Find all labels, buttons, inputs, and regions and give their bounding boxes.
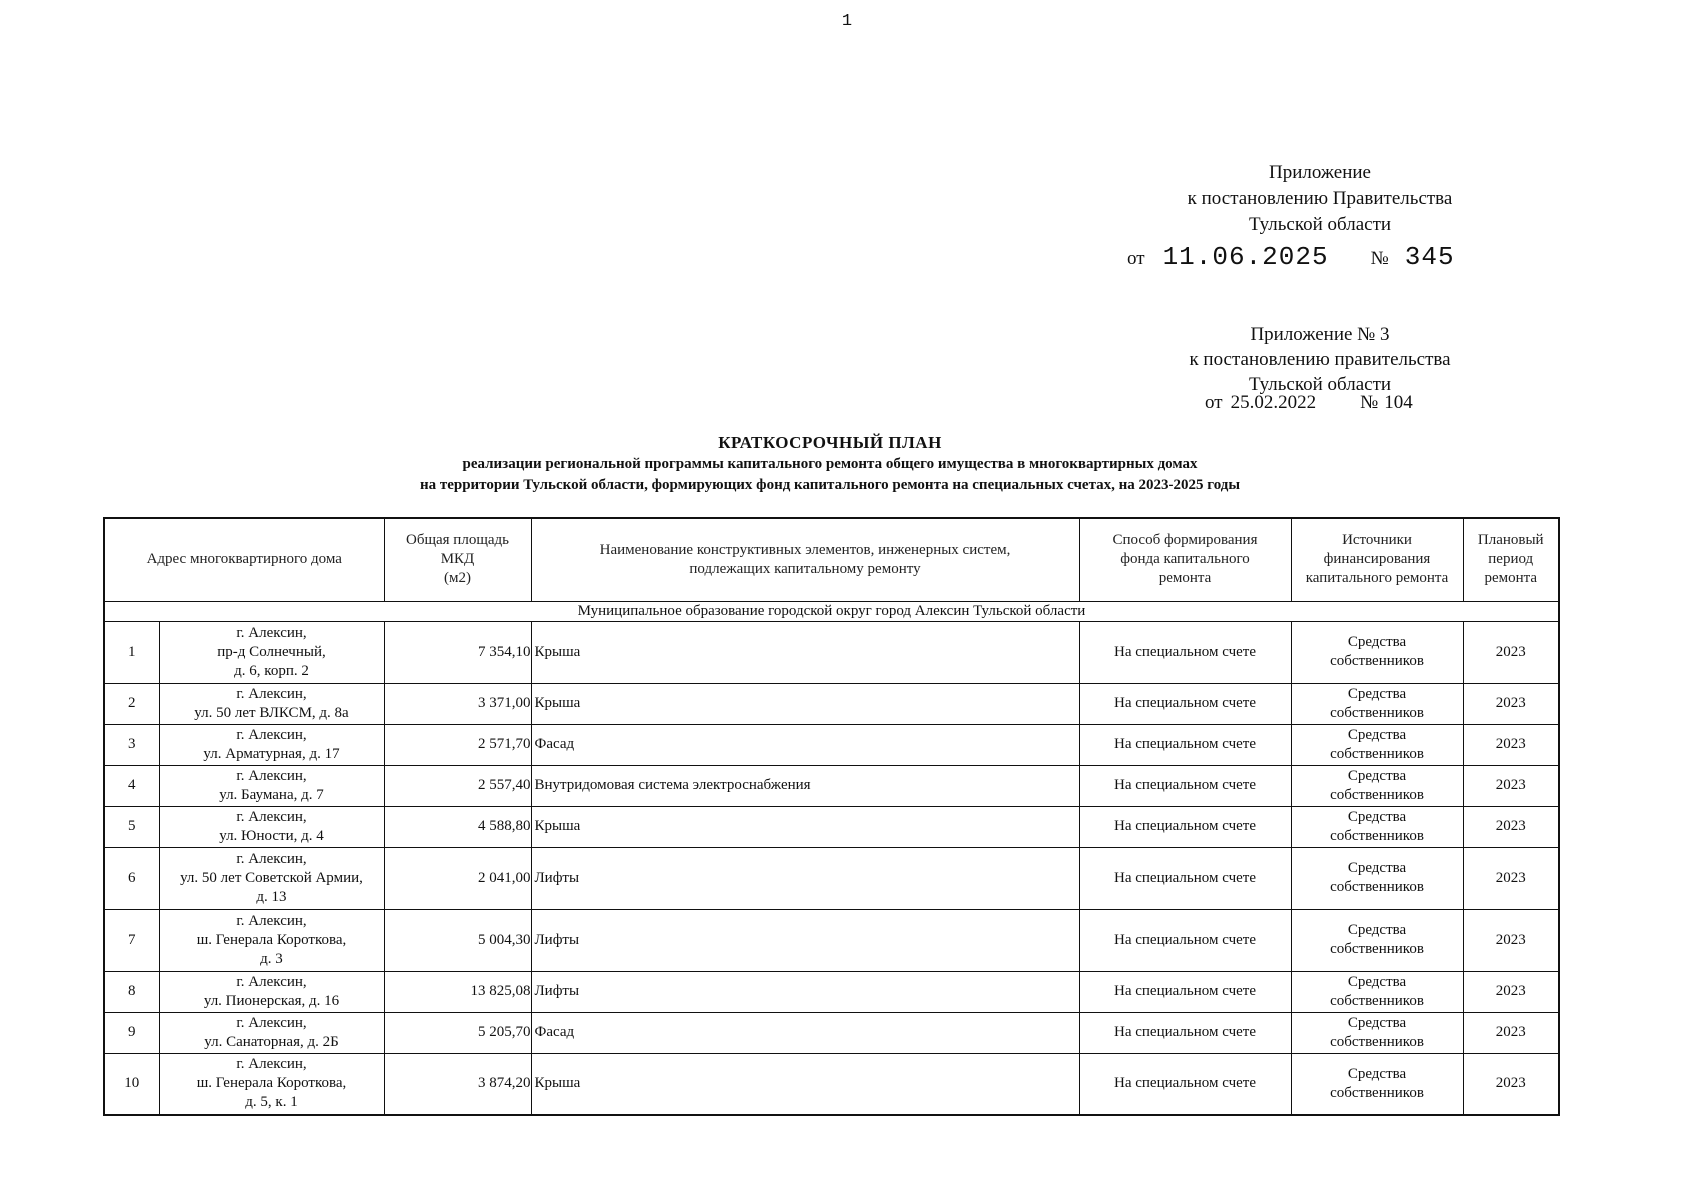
current-order-number: 345	[1404, 242, 1455, 272]
table-row	[104, 909, 1559, 971]
row-year: 2023	[1463, 847, 1559, 909]
row-number: 1	[104, 621, 159, 683]
row-address: г. Алексин, ул. Пионерская, д. 16	[159, 971, 384, 1012]
row-method: На специальном счете	[1079, 724, 1291, 765]
row-element: Крыша	[531, 1053, 1079, 1115]
prev-from-label: от	[1205, 392, 1223, 413]
prev-order-date: 25.02.2022	[1230, 392, 1317, 413]
row-area: 2 557,40	[384, 765, 531, 806]
row-year: 2023	[1463, 724, 1559, 765]
row-year: 2023	[1463, 683, 1559, 724]
current-order-line	[1127, 242, 1455, 272]
row-method: На специальном счете	[1079, 621, 1291, 683]
row-element: Лифты	[531, 909, 1079, 971]
header-period: Плановый период ремонта	[1463, 518, 1559, 601]
row-year: 2023	[1463, 765, 1559, 806]
row-address: г. Алексин, ш. Генерала Короткова, д. 5, к. 1	[159, 1053, 384, 1115]
table-row	[104, 1012, 1559, 1053]
row-element: Лифты	[531, 971, 1079, 1012]
row-number: 3	[104, 724, 159, 765]
row-address: г. Алексин, пр-д Солнечный, д. 6, корп. 2	[159, 621, 384, 683]
table-row	[104, 765, 1559, 806]
row-area: 2 571,70	[384, 724, 531, 765]
row-number: 10	[104, 1053, 159, 1115]
row-year: 2023	[1463, 971, 1559, 1012]
row-number: 5	[104, 806, 159, 847]
table-row	[104, 621, 1559, 683]
table-row	[104, 683, 1559, 724]
current-number-label: №	[1370, 248, 1389, 269]
row-year: 2023	[1463, 1053, 1559, 1115]
municipality-row	[104, 601, 1559, 621]
row-source: Средства собственников	[1291, 971, 1463, 1012]
row-element: Фасад	[531, 1012, 1079, 1053]
row-source: Средства собственников	[1291, 1012, 1463, 1053]
header-elements: Наименование конструктивных элементов, инженерных систем, подлежащих капитальному ремонту	[531, 518, 1079, 601]
row-source: Средства собственников	[1291, 1053, 1463, 1115]
current-from-label: от	[1127, 248, 1145, 269]
row-element: Фасад	[531, 724, 1079, 765]
row-area: 3 874,20	[384, 1053, 531, 1115]
row-address: г. Алексин, ул. 50 лет ВЛКСМ, д. 8а	[159, 683, 384, 724]
row-source: Средства собственников	[1291, 683, 1463, 724]
table-row	[104, 724, 1559, 765]
repair-plan-table	[103, 517, 1560, 1116]
row-number: 4	[104, 765, 159, 806]
row-method: На специальном счете	[1079, 765, 1291, 806]
appendix-current-line2: к постановлению Правительства	[1187, 188, 1453, 209]
row-number: 8	[104, 971, 159, 1012]
appendix-current-line3: Тульской области	[1248, 214, 1392, 235]
row-method: На специальном счете	[1079, 683, 1291, 724]
row-year: 2023	[1463, 909, 1559, 971]
row-year: 2023	[1463, 1012, 1559, 1053]
row-area: 5 205,70	[384, 1012, 531, 1053]
header-method: Способ формирования фонда капитального ремонта	[1079, 518, 1291, 601]
row-source: Средства собственников	[1291, 724, 1463, 765]
row-year: 2023	[1463, 806, 1559, 847]
appendix-prev-line1: Приложение № 3	[1250, 324, 1390, 345]
row-method: На специальном счете	[1079, 806, 1291, 847]
prev-order-number: 104	[1384, 392, 1413, 413]
table-row	[104, 1053, 1559, 1115]
table-row	[104, 971, 1559, 1012]
appendix-current-line1: Приложение	[1269, 162, 1371, 183]
table-header-row	[104, 518, 1559, 601]
row-method: На специальном счете	[1079, 971, 1291, 1012]
document-title: КРАТКОСРОЧНЫЙ ПЛАН	[718, 433, 942, 452]
document-title-block	[0, 432, 1660, 496]
header-address: Адрес многоквартирного дома	[104, 518, 384, 601]
row-element: Внутридомовая система электроснабжения	[531, 765, 1079, 806]
row-method: На специальном счете	[1079, 1012, 1291, 1053]
table-row	[104, 847, 1559, 909]
row-number: 6	[104, 847, 159, 909]
prev-order-line	[1205, 392, 1413, 414]
row-address: г. Алексин, ул. Юности, д. 4	[159, 806, 384, 847]
row-number: 9	[104, 1012, 159, 1053]
row-area: 3 371,00	[384, 683, 531, 724]
document-subtitle-line1: реализации региональной программы капитального ремонта общего имущества в многоквартирных домах	[462, 456, 1198, 472]
row-source: Средства собственников	[1291, 909, 1463, 971]
header-area: Общая площадь МКД (м2)	[384, 518, 531, 601]
appendix-current-header	[1160, 160, 1480, 238]
appendix-prev-line2: к постановлению правительства	[1189, 349, 1451, 370]
document-subtitle-line2: на территории Тульской области, формирующих фонд капитального ремонта на специальных счетах, на 2023-2025 годы	[419, 477, 1241, 493]
row-element: Крыша	[531, 621, 1079, 683]
row-source: Средства собственников	[1291, 621, 1463, 683]
row-area: 13 825,08	[384, 971, 531, 1012]
row-number: 2	[104, 683, 159, 724]
row-number: 7	[104, 909, 159, 971]
row-method: На специальном счете	[1079, 1053, 1291, 1115]
header-sources: Источники финансирования капитального ремонта	[1291, 518, 1463, 601]
municipality-name: Муниципальное образование городской округ город Алексин Тульской области	[104, 601, 1559, 621]
prev-number-label: №	[1360, 392, 1379, 413]
table-row	[104, 806, 1559, 847]
row-area: 5 004,30	[384, 909, 531, 971]
row-address: г. Алексин, ул. Арматурная, д. 17	[159, 724, 384, 765]
row-method: На специальном счете	[1079, 909, 1291, 971]
appendix-prev-header	[1160, 322, 1480, 397]
row-area: 7 354,10	[384, 621, 531, 683]
row-source: Средства собственников	[1291, 806, 1463, 847]
appendix-prev-line3: Тульской области	[1248, 374, 1392, 395]
row-address: г. Алексин, ш. Генерала Короткова, д. 3	[159, 909, 384, 971]
row-method: На специальном счете	[1079, 847, 1291, 909]
row-area: 2 041,00	[384, 847, 531, 909]
page-number: 1	[841, 12, 853, 31]
row-element: Крыша	[531, 683, 1079, 724]
row-address: г. Алексин, ул. 50 лет Советской Армии, д. 13	[159, 847, 384, 909]
row-address: г. Алексин, ул. Баумана, д. 7	[159, 765, 384, 806]
row-address: г. Алексин, ул. Санаторная, д. 2Б	[159, 1012, 384, 1053]
row-source: Средства собственников	[1291, 765, 1463, 806]
row-element: Крыша	[531, 806, 1079, 847]
current-order-date: 11.06.2025	[1162, 242, 1329, 272]
row-area: 4 588,80	[384, 806, 531, 847]
row-year: 2023	[1463, 621, 1559, 683]
row-element: Лифты	[531, 847, 1079, 909]
row-source: Средства собственников	[1291, 847, 1463, 909]
